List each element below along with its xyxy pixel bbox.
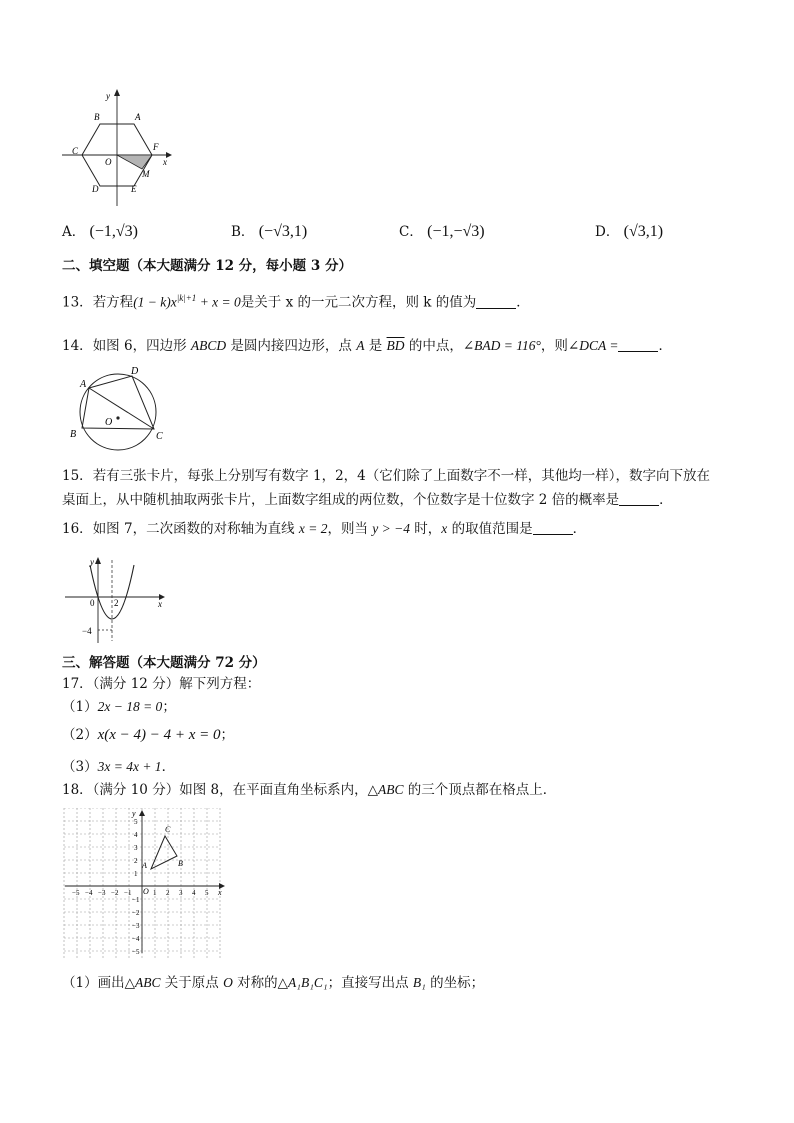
answer-blank[interactable] xyxy=(476,294,516,309)
hex-label: C xyxy=(72,146,79,156)
tick-label: −3 xyxy=(98,889,106,897)
hex-label: O xyxy=(105,157,112,167)
hex-label: y xyxy=(106,91,110,101)
parabola-label: 2 xyxy=(114,598,119,608)
option-letter: C． xyxy=(399,224,423,240)
hex-label: x xyxy=(163,157,167,167)
equation: 3x = 4x + 1 xyxy=(97,759,162,774)
tick-label: 1 xyxy=(153,889,157,897)
tick-label: −4 xyxy=(85,889,93,897)
tick-label: −3 xyxy=(132,922,140,930)
parabola-label: 0 xyxy=(90,598,95,608)
hex-label: F xyxy=(153,142,159,152)
equation: x(x − 4) − 4 + x = 0 xyxy=(97,727,221,743)
tick-label: 3 xyxy=(134,844,138,852)
tick-label: 3 xyxy=(179,889,183,897)
tick-label: −2 xyxy=(111,889,119,897)
tick-label: −1 xyxy=(132,896,140,904)
vertex-label-c: C xyxy=(165,825,171,834)
answer-blank[interactable] xyxy=(533,520,573,535)
question-number: 14． xyxy=(62,338,93,354)
vertex-label-b: B xyxy=(178,859,183,868)
question-14: 14．如图 6，四边形 ABCD 是圆内接四边形，点 A 是 $\overline{BD}$ 的中点，∠BAD = 116°，则∠DCA = ． xyxy=(62,338,672,354)
circle-label: B xyxy=(70,429,77,440)
section-title: 二、填空题（本大题满分 12 分，每小题 3 分） xyxy=(62,258,352,274)
question-number: 13． xyxy=(62,294,93,311)
parabola-label: y xyxy=(90,557,94,567)
hex-label: A xyxy=(135,112,141,122)
grid-label-origin: O xyxy=(143,887,149,896)
answer-blank[interactable] xyxy=(619,491,659,506)
option-a[interactable] xyxy=(62,222,138,242)
q17-part3: （3）3x = 4x + 1． xyxy=(62,759,176,775)
hex-label: B xyxy=(94,112,100,122)
option-value: (−1,−√3) xyxy=(427,223,485,240)
tick-label: 4 xyxy=(192,889,196,897)
tick-label: 5 xyxy=(134,818,138,826)
q17-part1: （1）2x − 18 = 0； xyxy=(62,699,176,715)
circle-label: A xyxy=(80,379,87,390)
question-15-line2: 桌面上，从中随机抽取两张卡片，上面数字组成的两位数，个位数字是十位数字 2 倍的概率是 ． xyxy=(62,492,673,508)
equation: 2x − 18 = 0 xyxy=(97,699,163,714)
question-number: 16． xyxy=(62,521,93,537)
grid-label-y: y xyxy=(132,809,136,818)
tick-label: −5 xyxy=(132,948,140,956)
tick-label: 1 xyxy=(134,870,138,878)
parabola-label: −4 xyxy=(82,626,92,636)
option-d[interactable] xyxy=(595,222,663,242)
tick-label: −5 xyxy=(72,889,80,897)
tick-label: 2 xyxy=(134,857,138,865)
tick-label: −2 xyxy=(132,909,140,917)
hex-label: M xyxy=(142,169,150,179)
circle-figure xyxy=(62,366,172,456)
question-number: 15． xyxy=(62,468,93,484)
question-17: 17．（满分 12 分）解下列方程： xyxy=(62,676,261,692)
tick-label: −4 xyxy=(132,935,140,943)
parabola-label: x xyxy=(158,599,162,609)
tick-label: 5 xyxy=(205,889,209,897)
option-c[interactable] xyxy=(399,222,485,242)
circle-label: C xyxy=(156,431,163,442)
hexagon-figure xyxy=(62,88,174,208)
section-title: 三、解答题（本大题满分 72 分） xyxy=(62,655,266,671)
option-value: (−1,√3) xyxy=(89,223,139,240)
arc-bd: $\overline{BD}$ xyxy=(386,338,405,353)
question-13: 13．若方程$(1 - k)x^{|k|+1} + x = 0$是关于 x 的一元二次方程，则 k 的值为 ． xyxy=(62,293,530,311)
circle-label: D xyxy=(131,366,139,377)
tick-label: 4 xyxy=(134,831,138,839)
option-letter: D． xyxy=(595,224,620,240)
q17-part2: （2）x(x − 4) − 4 + x = 0； xyxy=(62,727,235,743)
hex-label: E xyxy=(131,184,137,194)
question-16: 16．如图 7，二次函数的对称轴为直线 x = 2，则当 y > −4 时，x 的取值范围是 ． xyxy=(62,521,587,537)
option-letter: B． xyxy=(231,224,255,240)
question-15: 15．若有三张卡片，每张上分别写有数字 1，2，4（它们除了上面数字不一样，其他均一样），数字向下放在 xyxy=(62,468,710,484)
option-b[interactable] xyxy=(231,222,307,242)
q18-part1: （1）画出△ABC 关于原点 O 对称的△A₁B₁C₁；直接写出点 B₁ 的坐标； xyxy=(62,975,485,991)
grid-label-x: x xyxy=(218,888,222,897)
equation: (1 − k)x xyxy=(133,294,177,310)
circle-label: O xyxy=(105,417,113,428)
option-value: (√3,1) xyxy=(623,223,664,240)
question-18: 18．（满分 10 分）如图 8，在平面直角坐标系内，△ABC 的三个顶点都在格点上． xyxy=(62,782,557,798)
parabola-figure xyxy=(62,555,172,645)
coordinate-grid-figure xyxy=(62,808,232,958)
tick-label: 2 xyxy=(166,889,170,897)
answer-blank[interactable] xyxy=(618,337,658,352)
vertex-label-a: A xyxy=(142,861,147,870)
option-letter: A． xyxy=(62,224,86,240)
option-value: (−√3,1) xyxy=(258,223,308,240)
tick-label: −1 xyxy=(124,889,132,897)
exponent: |k|+1 xyxy=(176,293,197,303)
hex-label: D xyxy=(92,184,99,194)
